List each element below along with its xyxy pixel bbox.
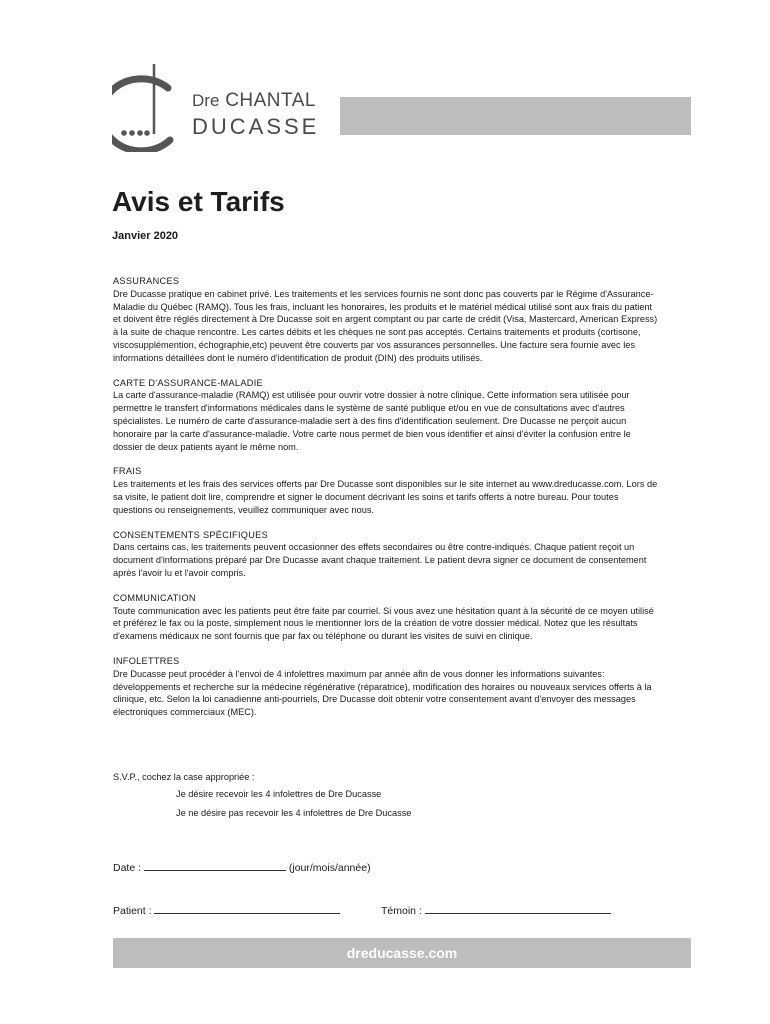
section-heading: CONSENTEMENTS SPÉCIFIQUES bbox=[113, 529, 269, 540]
page-title: Avis et Tarifs bbox=[112, 186, 285, 217]
witness-label: Témoin : bbox=[381, 905, 422, 917]
section-heading: ASSURANCES bbox=[113, 276, 180, 286]
footer-website-link[interactable]: dreducasse.com bbox=[346, 945, 458, 961]
section-body: Les traitements et les frais des services offerts par Dre Ducasse sont disponibles sur le site internet au www.dreducasse.com. Lors de sa visite, le patient doit lire, comprendre et signer le document décrivant les soins et tarifs offerts à notre bureau. Pour toutes questions ou renseignements, veuillez communiquer avec nous. bbox=[113, 479, 658, 515]
section-consentements bbox=[113, 529, 658, 580]
date-blank-field[interactable] bbox=[144, 860, 286, 871]
section-body: Dre Ducasse pratique en cabinet privé. Les traitements et les services fournis ne sont donc pas couverts par le Régime d'Assurance-Maladie du Québec (RAMQ). Tous les frais, incluant les honoraires, les produits et le matériel médical utilisé sont aux frais du patient et doivent être réglés directement à Dre Ducasse soit en argent comptant ou par carte de crédit (Visa, Mastercard, American Express) à la suite de chaque rencontre. Les cartes débits et les chèques ne sont pas acceptés. Certains traitements et produits (cortisone, viscosupplémention, échographie,etc) peuvent être couverts par vos assurances personnelles. Une facture sera fournie avec les informations détaillées dont le numéro d'identification de produit (DIN) des produits utilisés. bbox=[113, 288, 658, 363]
date-signature-row bbox=[113, 860, 371, 874]
section-body: Dans certains cas, les traitements peuvent occasionner des effets secondaires ou être contre-indiqués. Chaque patient reçoit un document d'informations préparé par Dre Ducasse avant chaque traitement. Le patient devra signer ce document de consentement après l'avoir lu et l'avoir compris. bbox=[113, 542, 647, 578]
footer-bar bbox=[113, 938, 691, 968]
section-assurances bbox=[113, 275, 658, 365]
logo-mark-icon bbox=[112, 62, 192, 152]
section-heading: COMMUNICATION bbox=[113, 592, 196, 603]
newsletter-opt-in-option[interactable]: Je désire recevoir les 4 infolettres de Dre Ducasse bbox=[176, 789, 382, 799]
witness-blank-field[interactable] bbox=[425, 903, 611, 914]
consent-instructions: S.V.P., cochez la case appropriée : bbox=[113, 772, 255, 782]
date-label: Date : bbox=[113, 862, 142, 874]
logo-lastname: DUCASSE bbox=[192, 114, 320, 139]
section-communication bbox=[113, 592, 658, 643]
section-heading: FRAIS bbox=[113, 466, 142, 477]
newsletter-opt-out-option[interactable]: Je ne désire pas recevoir les 4 infolettres de Dre Ducasse bbox=[176, 808, 412, 818]
logo-firstname: CHANTAL bbox=[225, 90, 316, 111]
logo-prefix: Dre bbox=[192, 91, 220, 110]
clinic-logo bbox=[112, 62, 322, 152]
patient-label: Patient : bbox=[113, 905, 152, 917]
section-body: La carte d'assurance-maladie (RAMQ) est utilisée pour ouvrir votre dossier à notre clinique. Cette information sera utilisée pour permettre le transfert d'informations médicales dans le système de santé publique et/ou en vue de consultations avec d'autres spécialistes. Le numéro de carte d'assurance-maladie sert à des fins d'identification seulement. Dre Ducasse ne perçoit aucun honoraire par la carte d'assurance-maladie. Votre carte nous permet de bien vous identifier et ainsi d'éviter la confusion entre le dossier de deux patients ayant le même nom. bbox=[113, 390, 631, 452]
logo-name-line1 bbox=[192, 90, 316, 112]
section-heading: INFOLETTRES bbox=[113, 655, 180, 666]
section-frais bbox=[113, 465, 658, 516]
witness-signature-row bbox=[381, 903, 611, 917]
patient-signature-row bbox=[113, 903, 340, 917]
patient-blank-field[interactable] bbox=[154, 903, 340, 914]
sections-list bbox=[113, 275, 658, 731]
section-heading: CARTE D'ASSURANCE-MALADIE bbox=[113, 377, 263, 388]
section-body: Dre Ducasse peut procéder à l'envoi de 4 infolettres maximum par année afin de vous donner les informations suivantes: développements et recherche sur la médecine régénérative (réparatrice), modification des horaires ou nouveaux services offerts à la clinique, etc. Selon la loi canadienne anti-pourriels, Dre Ducasse doit obtenir votre consentement avant d'envoyer des messages électroniques commerciaux (MEC). bbox=[113, 668, 652, 718]
section-body: Toute communication avec les patients peut être faite par courriel. Si vous avez une hésitation quant à la sécurité de ce moyen utilisé et préférez le fax ou la poste, simplement nous le mentionner lors de la création de votre dossier médical. Notez que les résultats d'examens médicaux ne sont fournis que par fax ou téléphone ou durant les visites de suivi en clinique. bbox=[113, 605, 654, 642]
section-infolettres bbox=[113, 655, 658, 719]
document-date: Janvier 2020 bbox=[112, 230, 179, 242]
header-bar bbox=[340, 97, 691, 135]
section-carte-assurance-maladie bbox=[113, 377, 658, 454]
date-format-hint: (jour/mois/année) bbox=[288, 862, 371, 874]
